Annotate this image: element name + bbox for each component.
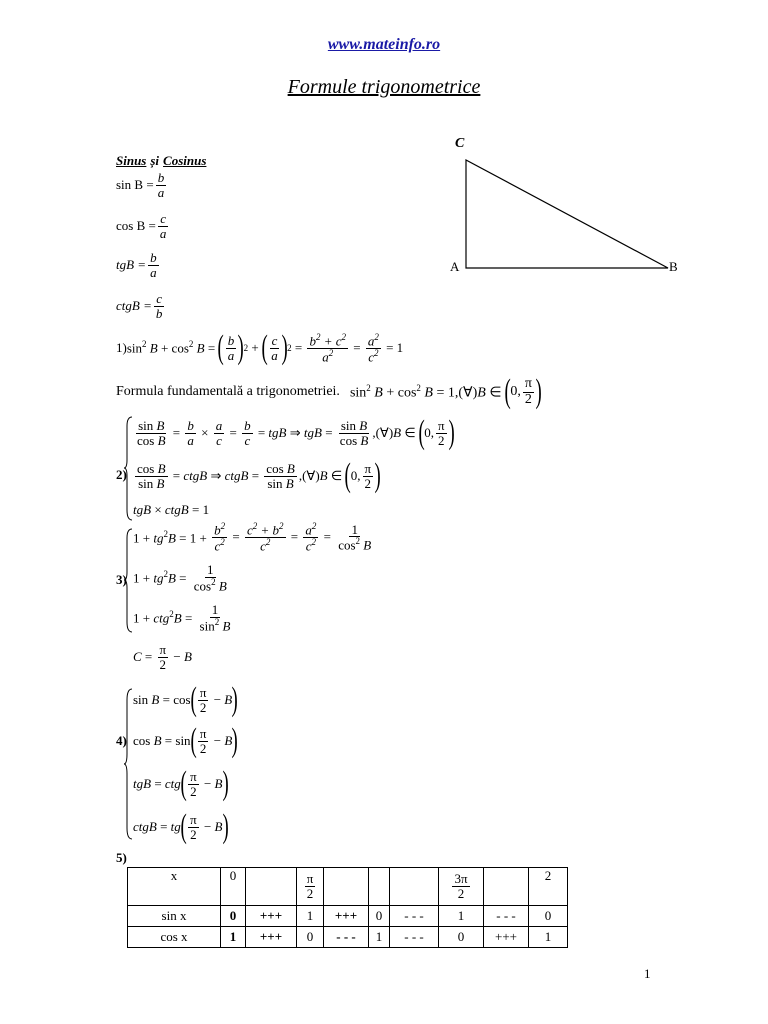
table-cell: cos x: [128, 927, 221, 948]
table-row: [128, 927, 568, 948]
formula-4-label: 4): [116, 733, 127, 748]
formula-3-label: 3): [116, 572, 127, 587]
table-cell: 0: [529, 906, 568, 927]
table-header-cell: [369, 868, 390, 906]
pi-half-fraction: $\frac{\pi}{2}$: [306, 871, 314, 901]
vertex-b-label: B: [669, 259, 678, 274]
formula-2-line3: tgB × ctgB = 1: [133, 502, 210, 517]
table-cell: - - -: [324, 927, 369, 948]
table-cell: +++: [246, 906, 297, 927]
formula-1: 1) $\sin^2 B + \cos^2 B$ = ( $\frac{b}{a}$ ) 2 + ( $\frac{c}{a}$ ) 2 = $\frac{b^2 + c^2}{a^2}$ = $\frac{a^2}{c^2}$ = 1: [116, 329, 404, 366]
ctg-definition: ctgB = $\frac{c}{b}$: [116, 291, 163, 321]
table-cell: 1: [369, 927, 390, 948]
table-cell: 0: [369, 906, 390, 927]
sign-table: [127, 867, 568, 948]
formula-3-line2: $1 + tg^2B$ = $\frac{1}{\cos^2 B}$: [133, 562, 227, 593]
tg-definition: tgB = $\frac{b}{a}$: [116, 250, 157, 280]
table-cell: 1: [221, 927, 246, 948]
table-header-cell: [484, 868, 529, 906]
table-cell: +++: [324, 906, 369, 927]
formula-2-label: 2): [116, 467, 127, 482]
right-triangle-diagram: [440, 130, 690, 280]
three-pi-half-fraction: $\frac{3\pi}{2}$: [454, 871, 468, 901]
formula-5-label: 5): [116, 850, 127, 865]
formula-4-line4: ctgB = tg ( $\frac{\pi}{2}$ − B ): [133, 808, 229, 845]
table-cell: 1: [439, 906, 484, 927]
table-header-cell: 0: [221, 868, 246, 906]
fundamental-formula: Formula fundamentală a trigonometriei. $\sin^2 B + \cos^2 B$ = 1,(∀)B ∈ ( 0, $\frac{\pi}{2}$ ): [116, 373, 542, 410]
table-header-cell: x: [128, 868, 221, 906]
formula-3-line1: $1 + tg^2B = 1$ + $\frac{b^2}{c^2}$ = $\frac{c^2 + b^2}{c^2}$ = $\frac{a^2}{c^2}$ = $\frac{1}{\cos^2 B}$: [133, 521, 372, 554]
table-cell: +++: [484, 927, 529, 948]
formula-3-line3: 1 + ctg$^2$B = $\frac{1}{\sin^2 B}$: [133, 602, 231, 633]
table-header-cell: [246, 868, 297, 906]
sin-cos-heading: Sinus și Cosinus: [116, 153, 207, 168]
formula-2-line2: $\frac{\text{cos B}}{\text{sin B}}$ = ctgB ⇒ ctgB = $\frac{\text{cos B}}{\text{sin B}}$ ,(∀)B ∈ ( 0, $\frac{\pi}{2}$ ): [137, 457, 381, 494]
table-header-cell: [439, 868, 484, 906]
site-url[interactable]: www.mateinfo.ro: [327, 36, 441, 53]
vertex-c-label: C: [455, 136, 465, 151]
table-cell: - - -: [484, 906, 529, 927]
vertex-a-label: A: [450, 259, 460, 274]
table-header-cell: [324, 868, 369, 906]
table-cell: - - -: [390, 906, 439, 927]
c-angle-definition: C = $\frac{\pi}{2}$ − B: [133, 642, 192, 672]
table-cell: 1: [297, 906, 324, 927]
table-cell: 0: [221, 906, 246, 927]
table-header-cell: 2: [529, 868, 568, 906]
formula-2-line1: $\frac{\text{sin B}}{\text{cos B}}$ = $\frac{b}{a}$ × $\frac{a}{c}$ = $\frac{b}{c}$ = tgB ⇒ tgB = $\frac{\text{sin B}}{\text{cos B}}$ ,(∀)B ∈ ( 0, $\frac{\pi}{2}$ ): [137, 414, 455, 451]
table-header-cell: [297, 868, 324, 906]
table-cell: 1: [529, 927, 568, 948]
formula-4-line2: cos B = sin ( $\frac{\pi}{2}$ − B ): [133, 722, 239, 759]
table-cell: 0: [297, 927, 324, 948]
table-cell: - - -: [390, 927, 439, 948]
table-cell: 0: [439, 927, 484, 948]
table-cell: sin x: [128, 906, 221, 927]
formula-4-line3: tgB = ctg ( $\frac{\pi}{2}$ − B ): [133, 765, 229, 802]
table-header-row: [128, 868, 568, 906]
table-cell: +++: [246, 927, 297, 948]
table-row: [128, 906, 568, 927]
formula-4-line1: sin B = cos ( $\frac{\pi}{2}$ − B ): [133, 681, 239, 718]
table-header-cell: [390, 868, 439, 906]
cos-definition: cos B = $\frac{c}{a}$: [116, 211, 167, 241]
sin-definition: sin B = $\frac{b}{a}$: [116, 170, 165, 200]
page-title: Formule trigonometrice: [287, 76, 481, 98]
page-number: 1: [644, 966, 651, 981]
